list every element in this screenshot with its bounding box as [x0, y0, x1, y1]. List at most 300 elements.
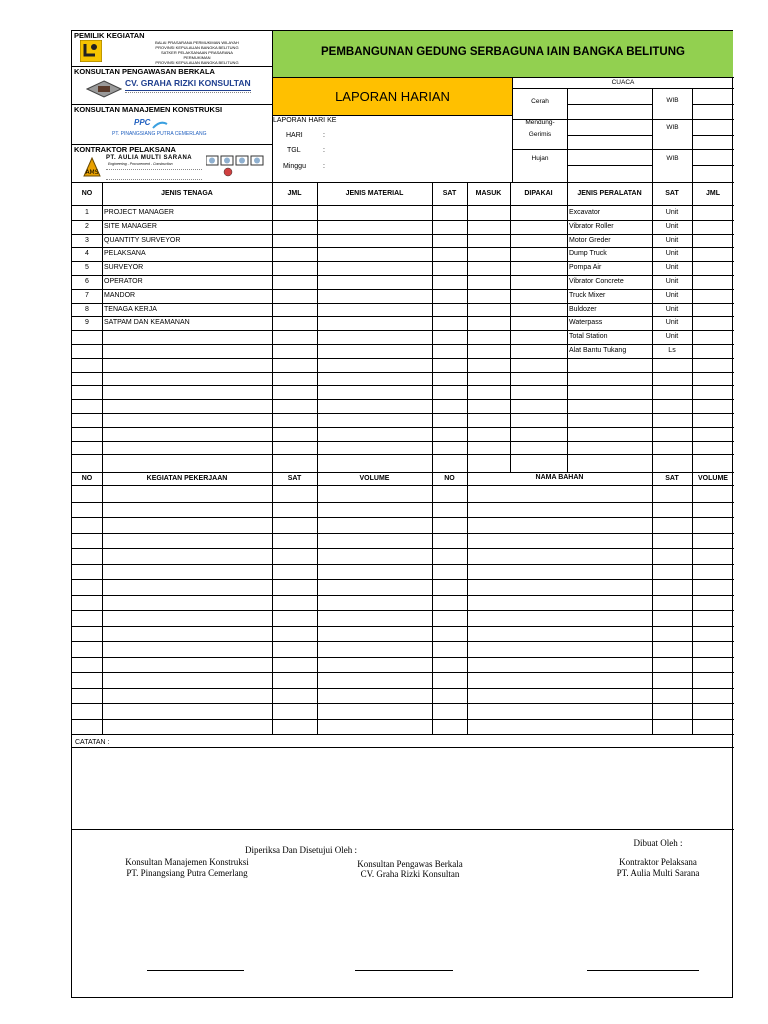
- table-cell[interactable]: [317, 548, 432, 564]
- table-cell[interactable]: [432, 703, 467, 719]
- table-cell[interactable]: [102, 413, 272, 427]
- table-cell[interactable]: [467, 703, 652, 719]
- table-cell[interactable]: [652, 358, 692, 372]
- table-cell[interactable]: [432, 372, 467, 386]
- table-cell[interactable]: [432, 502, 467, 518]
- table-cell[interactable]: [72, 330, 102, 344]
- table-cell[interactable]: [692, 247, 734, 261]
- table-cell[interactable]: [317, 626, 432, 642]
- table-cell[interactable]: [467, 533, 652, 549]
- table-cell[interactable]: [567, 289, 652, 303]
- table-cell[interactable]: [317, 275, 432, 289]
- table-cell[interactable]: [72, 358, 102, 372]
- table-cell[interactable]: [467, 344, 510, 358]
- table-cell[interactable]: [432, 579, 467, 595]
- table-cell[interactable]: [652, 316, 692, 330]
- table-cell[interactable]: [652, 533, 692, 549]
- table-cell[interactable]: [567, 385, 652, 399]
- table-cell[interactable]: [102, 344, 272, 358]
- table-cell[interactable]: [467, 486, 652, 502]
- table-cell[interactable]: [467, 234, 510, 248]
- table-cell[interactable]: [467, 330, 510, 344]
- table-cell[interactable]: [692, 533, 734, 549]
- table-cell[interactable]: [72, 399, 102, 413]
- table-cell[interactable]: [692, 303, 734, 317]
- table-cell[interactable]: [510, 234, 567, 248]
- table-cell[interactable]: [652, 275, 692, 289]
- table-cell[interactable]: [72, 719, 102, 735]
- table-cell[interactable]: [692, 344, 734, 358]
- table-cell[interactable]: [317, 502, 432, 518]
- table-cell[interactable]: [467, 399, 510, 413]
- table-cell[interactable]: [567, 427, 652, 441]
- table-cell[interactable]: [467, 454, 510, 468]
- table-cell[interactable]: [652, 427, 692, 441]
- table-cell[interactable]: [272, 427, 317, 441]
- table-cell[interactable]: [432, 441, 467, 455]
- table-cell[interactable]: [432, 610, 467, 626]
- table-cell[interactable]: [692, 610, 734, 626]
- table-cell[interactable]: [432, 564, 467, 580]
- table-cell[interactable]: [317, 703, 432, 719]
- table-cell[interactable]: [652, 548, 692, 564]
- table-cell[interactable]: [317, 564, 432, 580]
- table-cell[interactable]: [102, 502, 272, 518]
- table-cell[interactable]: [652, 657, 692, 673]
- table-cell[interactable]: [317, 595, 432, 611]
- table-cell[interactable]: [510, 316, 567, 330]
- table-cell[interactable]: [272, 502, 317, 518]
- table-cell[interactable]: [317, 579, 432, 595]
- table-cell[interactable]: [467, 626, 652, 642]
- table-cell[interactable]: [102, 358, 272, 372]
- table-cell[interactable]: [432, 427, 467, 441]
- table-cell[interactable]: [272, 413, 317, 427]
- table-cell[interactable]: [72, 275, 102, 289]
- table-cell[interactable]: [272, 657, 317, 673]
- table-cell[interactable]: [317, 372, 432, 386]
- table-cell[interactable]: [317, 454, 432, 468]
- table-cell[interactable]: [72, 610, 102, 626]
- table-cell[interactable]: [317, 206, 432, 220]
- table-cell[interactable]: [692, 688, 734, 704]
- table-cell[interactable]: [510, 289, 567, 303]
- table-cell[interactable]: [692, 372, 734, 386]
- table-cell[interactable]: [102, 234, 272, 248]
- table-cell[interactable]: [272, 372, 317, 386]
- table-cell[interactable]: [102, 595, 272, 611]
- table-cell[interactable]: [692, 517, 734, 533]
- table-cell[interactable]: [72, 413, 102, 427]
- table-cell[interactable]: [432, 548, 467, 564]
- table-cell[interactable]: [72, 427, 102, 441]
- table-cell[interactable]: [102, 399, 272, 413]
- table-cell[interactable]: [272, 358, 317, 372]
- table-cell[interactable]: [102, 641, 272, 657]
- table-cell[interactable]: [692, 413, 734, 427]
- table-cell[interactable]: [317, 234, 432, 248]
- table-cell[interactable]: [432, 358, 467, 372]
- table-cell[interactable]: [652, 441, 692, 455]
- table-cell[interactable]: [272, 247, 317, 261]
- table-cell[interactable]: [467, 413, 510, 427]
- table-cell[interactable]: [652, 247, 692, 261]
- table-cell[interactable]: [510, 220, 567, 234]
- table-cell[interactable]: [272, 579, 317, 595]
- table-cell[interactable]: [692, 234, 734, 248]
- table-cell[interactable]: [272, 595, 317, 611]
- table-cell[interactable]: [692, 672, 734, 688]
- table-cell[interactable]: [72, 385, 102, 399]
- table-cell[interactable]: [317, 399, 432, 413]
- table-cell[interactable]: [510, 247, 567, 261]
- table-cell[interactable]: [272, 672, 317, 688]
- table-cell[interactable]: [432, 385, 467, 399]
- table-cell[interactable]: [102, 533, 272, 549]
- table-cell[interactable]: [272, 275, 317, 289]
- table-cell[interactable]: [467, 441, 510, 455]
- table-cell[interactable]: [510, 275, 567, 289]
- table-cell[interactable]: [467, 502, 652, 518]
- table-cell[interactable]: [102, 579, 272, 595]
- table-cell[interactable]: [317, 261, 432, 275]
- table-cell[interactable]: [467, 303, 510, 317]
- table-cell[interactable]: [510, 399, 567, 413]
- table-cell[interactable]: [317, 688, 432, 704]
- table-cell[interactable]: [692, 261, 734, 275]
- table-cell[interactable]: [272, 454, 317, 468]
- table-cell[interactable]: [72, 303, 102, 317]
- table-cell[interactable]: [272, 303, 317, 317]
- table-cell[interactable]: [567, 316, 652, 330]
- table-cell[interactable]: [272, 703, 317, 719]
- table-cell[interactable]: [317, 641, 432, 657]
- table-cell[interactable]: [692, 316, 734, 330]
- table-cell[interactable]: [692, 206, 734, 220]
- table-cell[interactable]: [72, 289, 102, 303]
- table-cell[interactable]: [432, 626, 467, 642]
- table-cell[interactable]: [467, 595, 652, 611]
- table-cell[interactable]: [272, 441, 317, 455]
- table-cell[interactable]: [467, 220, 510, 234]
- table-cell[interactable]: [102, 330, 272, 344]
- table-cell[interactable]: [272, 344, 317, 358]
- table-cell[interactable]: [102, 372, 272, 386]
- table-cell[interactable]: [432, 330, 467, 344]
- table-cell[interactable]: [317, 413, 432, 427]
- table-cell[interactable]: [692, 564, 734, 580]
- table-cell[interactable]: [432, 303, 467, 317]
- table-cell[interactable]: [510, 330, 567, 344]
- table-cell[interactable]: [567, 413, 652, 427]
- table-cell[interactable]: [432, 261, 467, 275]
- table-cell[interactable]: [567, 303, 652, 317]
- table-cell[interactable]: [432, 275, 467, 289]
- table-cell[interactable]: [272, 385, 317, 399]
- table-cell[interactable]: [72, 641, 102, 657]
- table-cell[interactable]: [72, 502, 102, 518]
- table-cell[interactable]: [72, 441, 102, 455]
- table-cell[interactable]: [272, 261, 317, 275]
- table-cell[interactable]: [652, 413, 692, 427]
- table-cell[interactable]: [102, 261, 272, 275]
- table-cell[interactable]: [317, 358, 432, 372]
- table-cell[interactable]: [692, 358, 734, 372]
- table-cell[interactable]: [317, 316, 432, 330]
- table-cell[interactable]: [467, 657, 652, 673]
- table-cell[interactable]: [510, 358, 567, 372]
- table-cell[interactable]: [432, 399, 467, 413]
- table-cell[interactable]: [567, 399, 652, 413]
- table-cell[interactable]: [102, 719, 272, 735]
- table-cell[interactable]: [102, 247, 272, 261]
- table-cell[interactable]: [72, 595, 102, 611]
- table-cell[interactable]: [272, 641, 317, 657]
- table-cell[interactable]: [467, 579, 652, 595]
- table-cell[interactable]: [467, 548, 652, 564]
- table-cell[interactable]: [272, 206, 317, 220]
- table-cell[interactable]: [652, 454, 692, 468]
- table-cell[interactable]: [467, 358, 510, 372]
- table-cell[interactable]: [652, 220, 692, 234]
- table-cell[interactable]: [432, 595, 467, 611]
- table-cell[interactable]: [432, 234, 467, 248]
- table-cell[interactable]: [272, 316, 317, 330]
- table-cell[interactable]: [102, 385, 272, 399]
- table-cell[interactable]: [467, 719, 652, 735]
- table-cell[interactable]: [72, 564, 102, 580]
- table-cell[interactable]: [567, 234, 652, 248]
- table-cell[interactable]: [692, 486, 734, 502]
- table-cell[interactable]: [432, 454, 467, 468]
- table-cell[interactable]: [652, 234, 692, 248]
- table-cell[interactable]: [102, 548, 272, 564]
- table-cell[interactable]: [692, 454, 734, 468]
- table-cell[interactable]: [272, 289, 317, 303]
- table-cell[interactable]: [567, 372, 652, 386]
- table-cell[interactable]: [72, 657, 102, 673]
- table-cell[interactable]: [72, 703, 102, 719]
- table-cell[interactable]: [317, 657, 432, 673]
- table-cell[interactable]: [692, 579, 734, 595]
- table-cell[interactable]: [72, 517, 102, 533]
- table-cell[interactable]: [272, 719, 317, 735]
- table-cell[interactable]: [317, 517, 432, 533]
- table-cell[interactable]: [652, 502, 692, 518]
- table-cell[interactable]: [432, 344, 467, 358]
- table-cell[interactable]: [652, 688, 692, 704]
- table-cell[interactable]: [652, 289, 692, 303]
- table-cell[interactable]: [692, 385, 734, 399]
- table-cell[interactable]: [467, 688, 652, 704]
- table-cell[interactable]: [467, 385, 510, 399]
- table-cell[interactable]: [652, 330, 692, 344]
- table-cell[interactable]: [467, 372, 510, 386]
- table-cell[interactable]: [102, 486, 272, 502]
- table-cell[interactable]: [102, 610, 272, 626]
- table-cell[interactable]: [72, 247, 102, 261]
- table-cell[interactable]: [510, 427, 567, 441]
- table-cell[interactable]: [432, 316, 467, 330]
- table-cell[interactable]: [102, 657, 272, 673]
- table-cell[interactable]: [272, 220, 317, 234]
- table-cell[interactable]: [432, 413, 467, 427]
- table-cell[interactable]: [72, 372, 102, 386]
- table-cell[interactable]: [272, 688, 317, 704]
- table-cell[interactable]: [652, 344, 692, 358]
- table-cell[interactable]: [272, 234, 317, 248]
- table-cell[interactable]: [72, 672, 102, 688]
- table-cell[interactable]: [317, 672, 432, 688]
- table-cell[interactable]: [432, 486, 467, 502]
- table-cell[interactable]: [72, 344, 102, 358]
- table-cell[interactable]: [467, 206, 510, 220]
- table-cell[interactable]: [510, 372, 567, 386]
- table-cell[interactable]: [652, 564, 692, 580]
- table-cell[interactable]: [567, 206, 652, 220]
- table-cell[interactable]: [72, 548, 102, 564]
- table-cell[interactable]: [317, 610, 432, 626]
- table-cell[interactable]: [467, 261, 510, 275]
- sup-signature-line[interactable]: [355, 970, 453, 971]
- table-cell[interactable]: [467, 610, 652, 626]
- table-cell[interactable]: [317, 719, 432, 735]
- table-cell[interactable]: [432, 641, 467, 657]
- table-cell[interactable]: [317, 533, 432, 549]
- table-cell[interactable]: [432, 533, 467, 549]
- table-cell[interactable]: [317, 289, 432, 303]
- table-cell[interactable]: [272, 548, 317, 564]
- table-cell[interactable]: [467, 564, 652, 580]
- table-cell[interactable]: [567, 220, 652, 234]
- table-cell[interactable]: [102, 427, 272, 441]
- table-cell[interactable]: [72, 220, 102, 234]
- table-cell[interactable]: [692, 330, 734, 344]
- table-cell[interactable]: [692, 719, 734, 735]
- table-cell[interactable]: [432, 206, 467, 220]
- table-cell[interactable]: [567, 441, 652, 455]
- table-cell[interactable]: [102, 303, 272, 317]
- table-cell[interactable]: [652, 610, 692, 626]
- table-cell[interactable]: [317, 385, 432, 399]
- table-cell[interactable]: [652, 672, 692, 688]
- table-cell[interactable]: [652, 303, 692, 317]
- table-cell[interactable]: [272, 399, 317, 413]
- table-cell[interactable]: [652, 641, 692, 657]
- table-cell[interactable]: [692, 703, 734, 719]
- table-cell[interactable]: [652, 626, 692, 642]
- table-cell[interactable]: [692, 427, 734, 441]
- table-cell[interactable]: [567, 261, 652, 275]
- table-cell[interactable]: [72, 626, 102, 642]
- table-cell[interactable]: [317, 344, 432, 358]
- table-cell[interactable]: [467, 316, 510, 330]
- table-cell[interactable]: [102, 517, 272, 533]
- table-cell[interactable]: [467, 517, 652, 533]
- table-cell[interactable]: [467, 672, 652, 688]
- table-cell[interactable]: [432, 688, 467, 704]
- table-cell[interactable]: [272, 564, 317, 580]
- table-cell[interactable]: [652, 703, 692, 719]
- table-cell[interactable]: [692, 641, 734, 657]
- table-cell[interactable]: [652, 486, 692, 502]
- table-cell[interactable]: [467, 275, 510, 289]
- table-cell[interactable]: [652, 261, 692, 275]
- table-cell[interactable]: [652, 372, 692, 386]
- table-cell[interactable]: [432, 719, 467, 735]
- con-signature-line[interactable]: [587, 970, 699, 971]
- table-cell[interactable]: [72, 261, 102, 275]
- table-cell[interactable]: [692, 220, 734, 234]
- table-cell[interactable]: [432, 220, 467, 234]
- mk-signature-line[interactable]: [147, 970, 244, 971]
- table-cell[interactable]: [567, 330, 652, 344]
- table-cell[interactable]: [102, 454, 272, 468]
- table-cell[interactable]: [102, 220, 272, 234]
- table-cell[interactable]: [432, 657, 467, 673]
- table-cell[interactable]: [72, 454, 102, 468]
- table-cell[interactable]: [72, 234, 102, 248]
- table-cell[interactable]: [510, 206, 567, 220]
- table-cell[interactable]: [692, 502, 734, 518]
- table-cell[interactable]: [652, 719, 692, 735]
- table-cell[interactable]: [692, 289, 734, 303]
- table-cell[interactable]: [467, 641, 652, 657]
- table-cell[interactable]: [567, 454, 652, 468]
- table-cell[interactable]: [652, 579, 692, 595]
- table-cell[interactable]: [567, 275, 652, 289]
- table-cell[interactable]: [317, 303, 432, 317]
- table-cell[interactable]: [432, 247, 467, 261]
- table-cell[interactable]: [102, 703, 272, 719]
- table-cell[interactable]: [272, 626, 317, 642]
- table-cell[interactable]: [272, 533, 317, 549]
- table-cell[interactable]: [510, 344, 567, 358]
- table-cell[interactable]: [272, 610, 317, 626]
- table-cell[interactable]: [102, 275, 272, 289]
- table-cell[interactable]: [102, 316, 272, 330]
- table-cell[interactable]: [317, 330, 432, 344]
- table-cell[interactable]: [102, 688, 272, 704]
- table-cell[interactable]: [72, 486, 102, 502]
- table-cell[interactable]: [692, 275, 734, 289]
- table-cell[interactable]: [652, 595, 692, 611]
- notes-area[interactable]: [73, 748, 733, 829]
- table-cell[interactable]: [652, 517, 692, 533]
- table-cell[interactable]: [467, 427, 510, 441]
- table-cell[interactable]: [102, 441, 272, 455]
- table-cell[interactable]: [467, 247, 510, 261]
- table-cell[interactable]: [317, 427, 432, 441]
- table-cell[interactable]: [102, 672, 272, 688]
- table-cell[interactable]: [72, 206, 102, 220]
- table-cell[interactable]: [652, 385, 692, 399]
- table-cell[interactable]: [102, 206, 272, 220]
- table-cell[interactable]: [432, 672, 467, 688]
- table-cell[interactable]: [652, 206, 692, 220]
- table-cell[interactable]: [510, 261, 567, 275]
- table-cell[interactable]: [72, 688, 102, 704]
- table-cell[interactable]: [510, 413, 567, 427]
- table-cell[interactable]: [510, 441, 567, 455]
- table-cell[interactable]: [432, 289, 467, 303]
- table-cell[interactable]: [102, 564, 272, 580]
- table-cell[interactable]: [692, 595, 734, 611]
- table-cell[interactable]: [432, 517, 467, 533]
- table-cell[interactable]: [72, 533, 102, 549]
- table-cell[interactable]: [317, 220, 432, 234]
- table-cell[interactable]: [72, 579, 102, 595]
